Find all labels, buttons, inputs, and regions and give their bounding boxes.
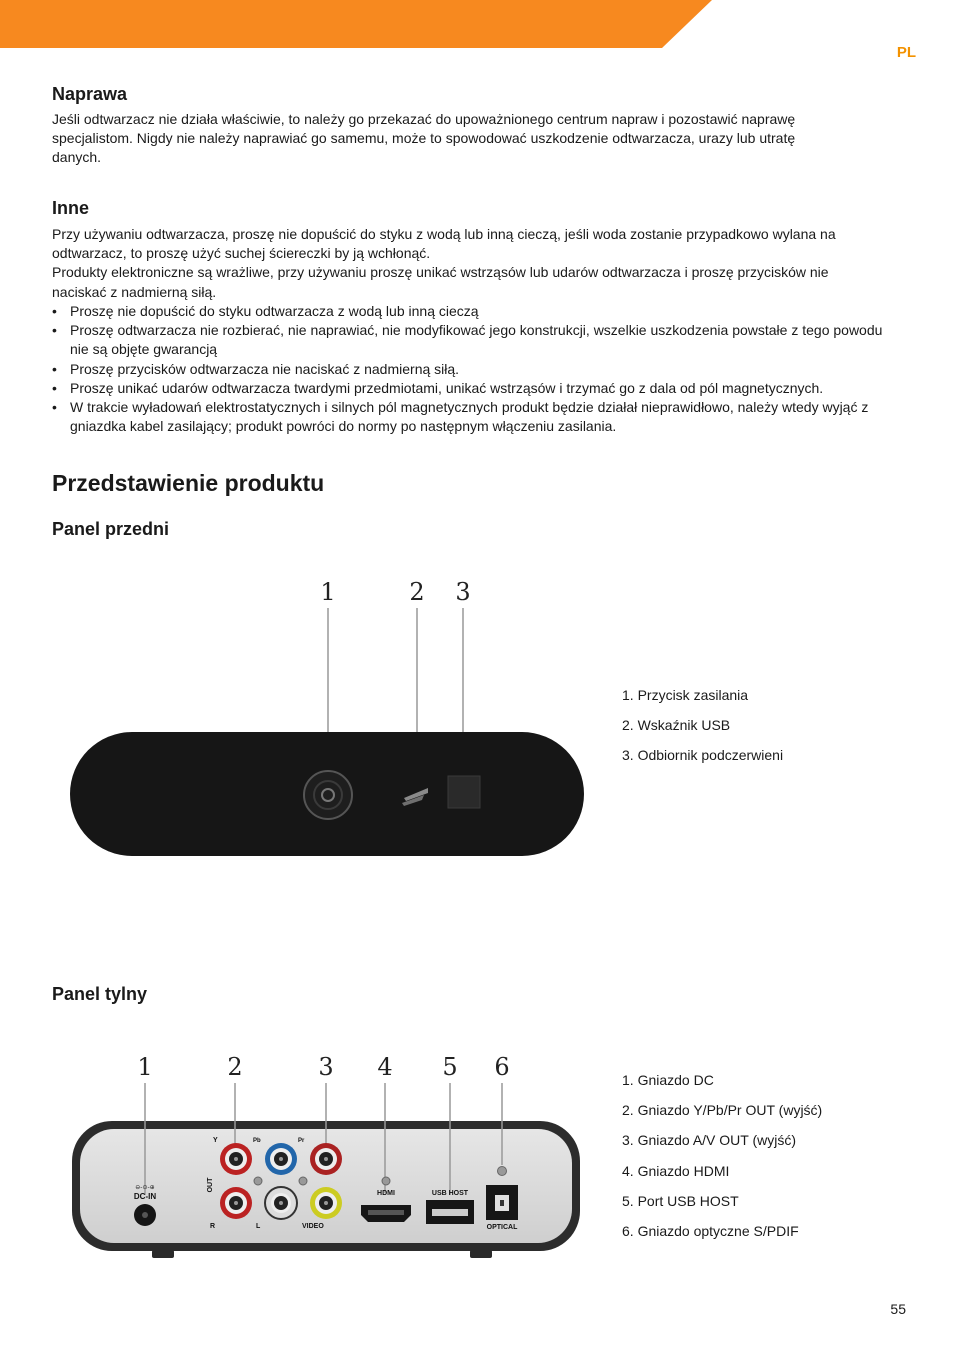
rear-panel-illustration	[60, 1045, 600, 1270]
legend-item: 3. Gniazdo A/V OUT (wyjść)	[622, 1132, 797, 1149]
rca-socket-icon	[310, 1143, 342, 1175]
rear-panel-legend	[622, 1072, 822, 1253]
paragraph-naprawa	[52, 110, 892, 168]
paragraph-inne	[52, 225, 892, 302]
pr-label: Pr	[298, 1138, 305, 1144]
dc-jack-icon	[134, 1204, 156, 1226]
usb-host-label: USB HOST	[431, 1190, 469, 1197]
text-line: naciskać z nadmierną siłą.	[52, 283, 217, 300]
usb-port-icon	[426, 1200, 474, 1224]
callout-number: 2	[409, 578, 425, 606]
power-button-icon	[304, 771, 352, 819]
list-item: • W trakcie wyładowań elektrostatycznych i silnych pól magnetycznych produkt będzie działał nieprawidłowo, należy wtedy wyjąć z gniazdka kabel zasilający; produkt powróci do normy po następnym włączeniu zasilania.	[52, 398, 892, 436]
callout-number: 6	[494, 1053, 510, 1081]
rca-socket-icon	[265, 1187, 297, 1219]
y-label: Y	[213, 1137, 218, 1144]
callout-number: 4	[377, 1053, 393, 1081]
rca-socket-icon	[220, 1143, 252, 1175]
out-label: OUT	[207, 1177, 214, 1193]
callout-number: 5	[442, 1053, 458, 1081]
text-line: Produkty elektroniczne są wrażliwe, przy używaniu proszę unikać wstrząsów lub udarów odtwarzacza i proszę przycisków nie	[52, 264, 829, 281]
front-panel-illustration	[60, 570, 600, 870]
optical-port-icon	[486, 1185, 518, 1220]
heading-naprawa: Naprawa	[52, 84, 128, 104]
rca-socket-icon	[220, 1187, 252, 1219]
video-label: VIDEO	[302, 1223, 324, 1230]
callout-number: 3	[455, 578, 471, 606]
text-line: specjalistom. Nigdy nie należy naprawiać go samemu, może to spowodować uszkodzenie odtwarzacza, urazy lub utratę	[52, 130, 796, 147]
pb-label: Pb	[253, 1138, 261, 1144]
heading-product: Przedstawienie produktu	[52, 470, 325, 496]
list-item: • Proszę odtwarzacza nie rozbierać, nie naprawiać, nie modyfikować jego konstrukcji, wszelkie uszkodzenia powstałe z tego powodu nie są objęte gwarancją	[52, 321, 892, 359]
front-panel-legend	[622, 687, 783, 778]
text-line: Przy używaniu odtwarzacza, proszę nie dopuścić do styku z wodą lub inną cieczą, jeśli woda zostanie przypadkowo wylana na	[52, 226, 836, 242]
text-line: odtwarzacz, to proszę użyć suchej ściereczki by ją wchłonąć.	[52, 245, 431, 262]
legend-item: 1. Gniazdo DC	[622, 1072, 714, 1088]
list-item: • Proszę nie dopuścić do styku odtwarzacza z wodą lub inną cieczą	[52, 302, 892, 321]
legend-item: 5. Port USB HOST	[622, 1192, 739, 1209]
hdmi-label: HDMI	[377, 1190, 395, 1197]
callout-number: 2	[227, 1053, 243, 1081]
language-label: PL	[896, 44, 916, 61]
bullet-list	[52, 302, 892, 436]
list-item: • Proszę przycisków odtwarzacza nie naciskać z nadmierną siłą.	[52, 360, 892, 379]
heading-front-panel: Panel przedni	[52, 519, 170, 539]
legend-item: 4. Gniazdo HDMI	[622, 1162, 730, 1179]
l-label: L	[256, 1223, 261, 1230]
dc-in-label: DC-IN	[133, 1192, 157, 1201]
hdmi-port-icon	[361, 1205, 411, 1222]
callout-number: 1	[320, 578, 336, 606]
heading-rear-panel: Panel tylny	[52, 984, 148, 1004]
rca-socket-icon	[310, 1187, 342, 1219]
page-number: 55	[890, 1301, 906, 1317]
text-line: Jeśli odtwarzacz nie działa właściwie, to należy go przekazać do upoważnionego centrum napraw i pozostawić naprawę	[52, 111, 796, 127]
legend-item: 2. Wskaźnik USB	[622, 717, 731, 734]
r-label: R	[210, 1223, 216, 1230]
optical-label: OPTICAL	[486, 1224, 518, 1231]
legend-item: 2. Gniazdo Y/Pb/Pr OUT (wyjść)	[622, 1102, 823, 1119]
ir-receiver-window	[448, 776, 480, 808]
list-item: • Proszę unikać udarów odtwarzacza twardymi przedmiotami, unikać wstrząsów i trzymać go z dala od pól magnetycznych.	[52, 379, 892, 398]
heading-inne: Inne	[52, 198, 90, 218]
text-line: danych.	[52, 149, 102, 166]
callout-number: 1	[137, 1053, 153, 1081]
callout-number: 3	[318, 1053, 334, 1081]
header-banner	[0, 0, 954, 50]
legend-item: 3. Odbiornik podczerwieni	[622, 747, 784, 764]
svg-text:⊖-⊙-⊕: ⊖-⊙-⊕	[135, 1184, 155, 1191]
legend-item: 6. Gniazdo optyczne S/PDIF	[622, 1222, 799, 1239]
rca-socket-icon	[265, 1143, 297, 1175]
legend-item: 1. Przycisk zasilania	[622, 687, 749, 703]
